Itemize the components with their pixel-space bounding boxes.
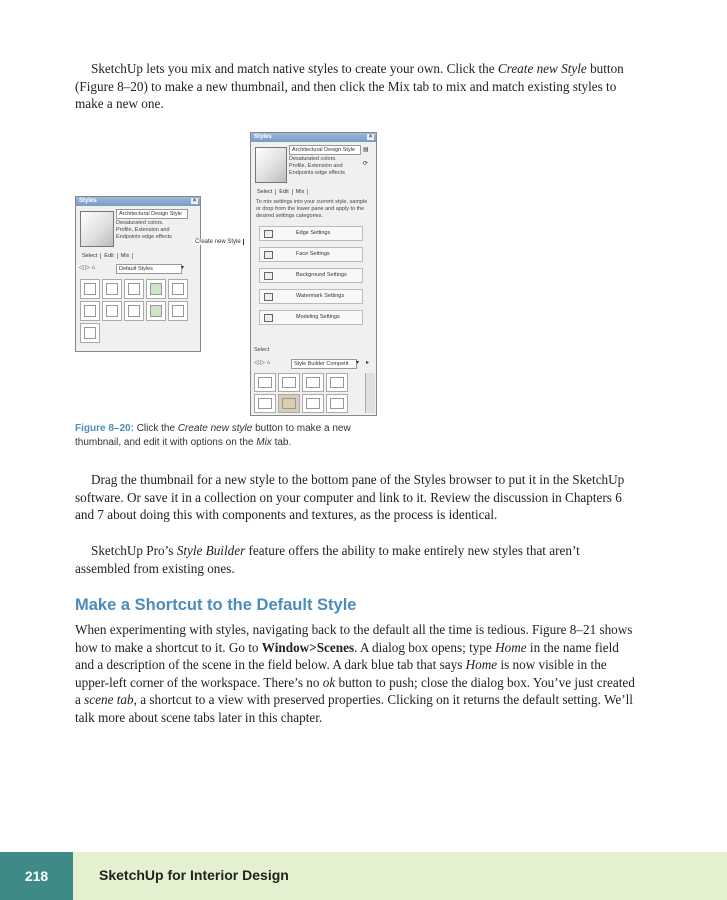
style-thumbnail[interactable] [146, 279, 166, 299]
dropdown-arrow-icon[interactable]: ▾ [181, 265, 185, 271]
intro-paragraph: SketchUp lets you mix and match native styles to create your own. Click the Create new Style button (Figure 8–20) to make a new thumbnail, and then click the Mix tab to mix and match existing styles to make a new one. [75, 61, 624, 112]
book-title: SketchUp for Interior Design [99, 867, 289, 883]
create-new-style-callout: Create new Style [193, 239, 244, 245]
style-thumbnail-cube [80, 211, 114, 247]
style-thumbnail[interactable] [80, 323, 100, 343]
tab-edit[interactable]: Edit [101, 253, 117, 259]
home-icon[interactable]: ⌂ [266, 360, 271, 366]
style-thumbnail-grid [254, 373, 348, 413]
tab-edit[interactable]: Edit [276, 189, 292, 195]
shortcut-paragraph: When experimenting with styles, navigating back to the default all the time is tedious. Figure 8–21 shows how to make a shortcut to it. Go to Window>Scenes. A dialog box opens; type Home in the name field and a description of the scene in the field below. A dark blue tab that says Home is now visible in the upper-left corner of the workspace. There’s no ok button to push; close the dialog box. You’ve just created a scene tab, a shortcut to a view with preserved properties. Clicking on it returns the default setting. We’ll talk more about scene tabs later in this chapter. [75, 622, 635, 725]
style-thumbnail[interactable] [146, 301, 166, 321]
section-heading: Make a Shortcut to the Default Style [75, 596, 357, 614]
style-thumbnail-cube [255, 147, 287, 183]
modeling-settings-icon [264, 314, 273, 322]
tab-select[interactable]: Select [79, 253, 101, 259]
watermark-settings-icon [264, 293, 273, 301]
styles-window-right-titlebar: Styles × [251, 133, 376, 142]
tab-mix[interactable]: Mix [118, 253, 134, 259]
tab-mix[interactable]: Mix [293, 189, 309, 195]
face-settings-button[interactable]: Face Settings [259, 247, 363, 262]
navigation-row [254, 359, 270, 366]
tab-select[interactable]: Select [254, 189, 276, 195]
style-thumbnail[interactable] [168, 279, 188, 299]
modeling-settings-button[interactable]: Modeling Settings [259, 310, 363, 325]
style-builder-paragraph: SketchUp Pro’s Style Builder feature offers the ability to make entirely new styles that aren’t assembled from existing ones. [75, 543, 580, 576]
page-number: 218 [0, 852, 73, 900]
background-settings-button[interactable]: Background Settings [259, 268, 363, 283]
collection-dropdown[interactable]: Style Builder Competit [291, 359, 357, 369]
create-new-style-icon[interactable]: ▤ [363, 147, 369, 153]
select-label: Select [254, 347, 270, 353]
style-thumbnail[interactable] [254, 373, 276, 392]
style-thumbnail[interactable] [80, 301, 100, 321]
close-icon[interactable]: × [192, 198, 197, 204]
navigation-row [79, 264, 95, 271]
back-arrow-icon[interactable]: ◁ [254, 360, 259, 366]
styles-window-right [250, 132, 377, 416]
style-description: Desaturated colors. Profile, Extension and Endpoints edge effects [289, 156, 345, 176]
page-footer [0, 852, 727, 900]
style-thumbnail[interactable] [278, 373, 300, 392]
dropdown-arrow-icon[interactable]: ▾ [356, 360, 360, 366]
style-thumbnail[interactable] [80, 279, 100, 299]
watermark-settings-button[interactable]: Watermark Settings [259, 289, 363, 304]
forward-arrow-icon[interactable]: ▷ [85, 265, 90, 271]
styles-window-left-titlebar: Styles × [76, 197, 200, 206]
details-arrow-icon[interactable]: ▸ [366, 360, 370, 366]
update-style-icon[interactable]: ⟳ [363, 161, 369, 167]
edge-settings-icon [264, 230, 273, 238]
style-name-field[interactable]: Architectural Design Style [289, 145, 361, 155]
drag-thumbnail-paragraph: Drag the thumbnail for a new style to the bottom pane of the Styles browser to put it in the SketchUp software. Or save it in a collection on your computer and link to it. Review the discussion in Chapters 6 and 7 about doing this with components and textures, as the process is identical. [75, 472, 625, 523]
style-thumbnail[interactable] [102, 279, 122, 299]
background-settings-icon [264, 272, 273, 280]
style-thumbnail[interactable] [326, 394, 348, 413]
style-description: Desaturated colors. Profile, Extension and Endpoints edge effects [116, 220, 172, 240]
style-thumbnail[interactable] [102, 301, 122, 321]
thumbnail-scrollbar[interactable] [365, 373, 375, 413]
style-thumbnail-grid [80, 279, 188, 343]
style-thumbnail[interactable] [326, 373, 348, 392]
styles-window-left [75, 196, 201, 352]
home-icon[interactable]: ⌂ [91, 265, 96, 271]
style-tabs [254, 189, 308, 195]
collection-dropdown[interactable]: Default Styles [116, 264, 182, 274]
forward-arrow-icon[interactable]: ▷ [260, 360, 265, 366]
style-name-field[interactable]: Architectural Design Style [116, 209, 188, 219]
style-thumbnail[interactable] [278, 394, 300, 413]
style-thumbnail[interactable] [124, 279, 144, 299]
style-thumbnail[interactable] [302, 394, 324, 413]
style-thumbnail[interactable] [302, 373, 324, 392]
face-settings-icon [264, 251, 273, 259]
close-icon[interactable]: × [368, 134, 373, 140]
mix-instructions: To mix settings into your current style, sample or drop from the lower pane and apply to the desired settings categories. [256, 199, 368, 219]
style-thumbnail[interactable] [168, 301, 188, 321]
style-thumbnail[interactable] [254, 394, 276, 413]
back-arrow-icon[interactable]: ◁ [79, 265, 84, 271]
edge-settings-button[interactable]: Edge Settings [259, 226, 363, 241]
figure-caption: Figure 8–20: Click the Create new style button to make a new thumbnail, and edit it with options on the Mix tab. [75, 423, 351, 448]
style-tabs [79, 253, 133, 259]
style-thumbnail[interactable] [124, 301, 144, 321]
